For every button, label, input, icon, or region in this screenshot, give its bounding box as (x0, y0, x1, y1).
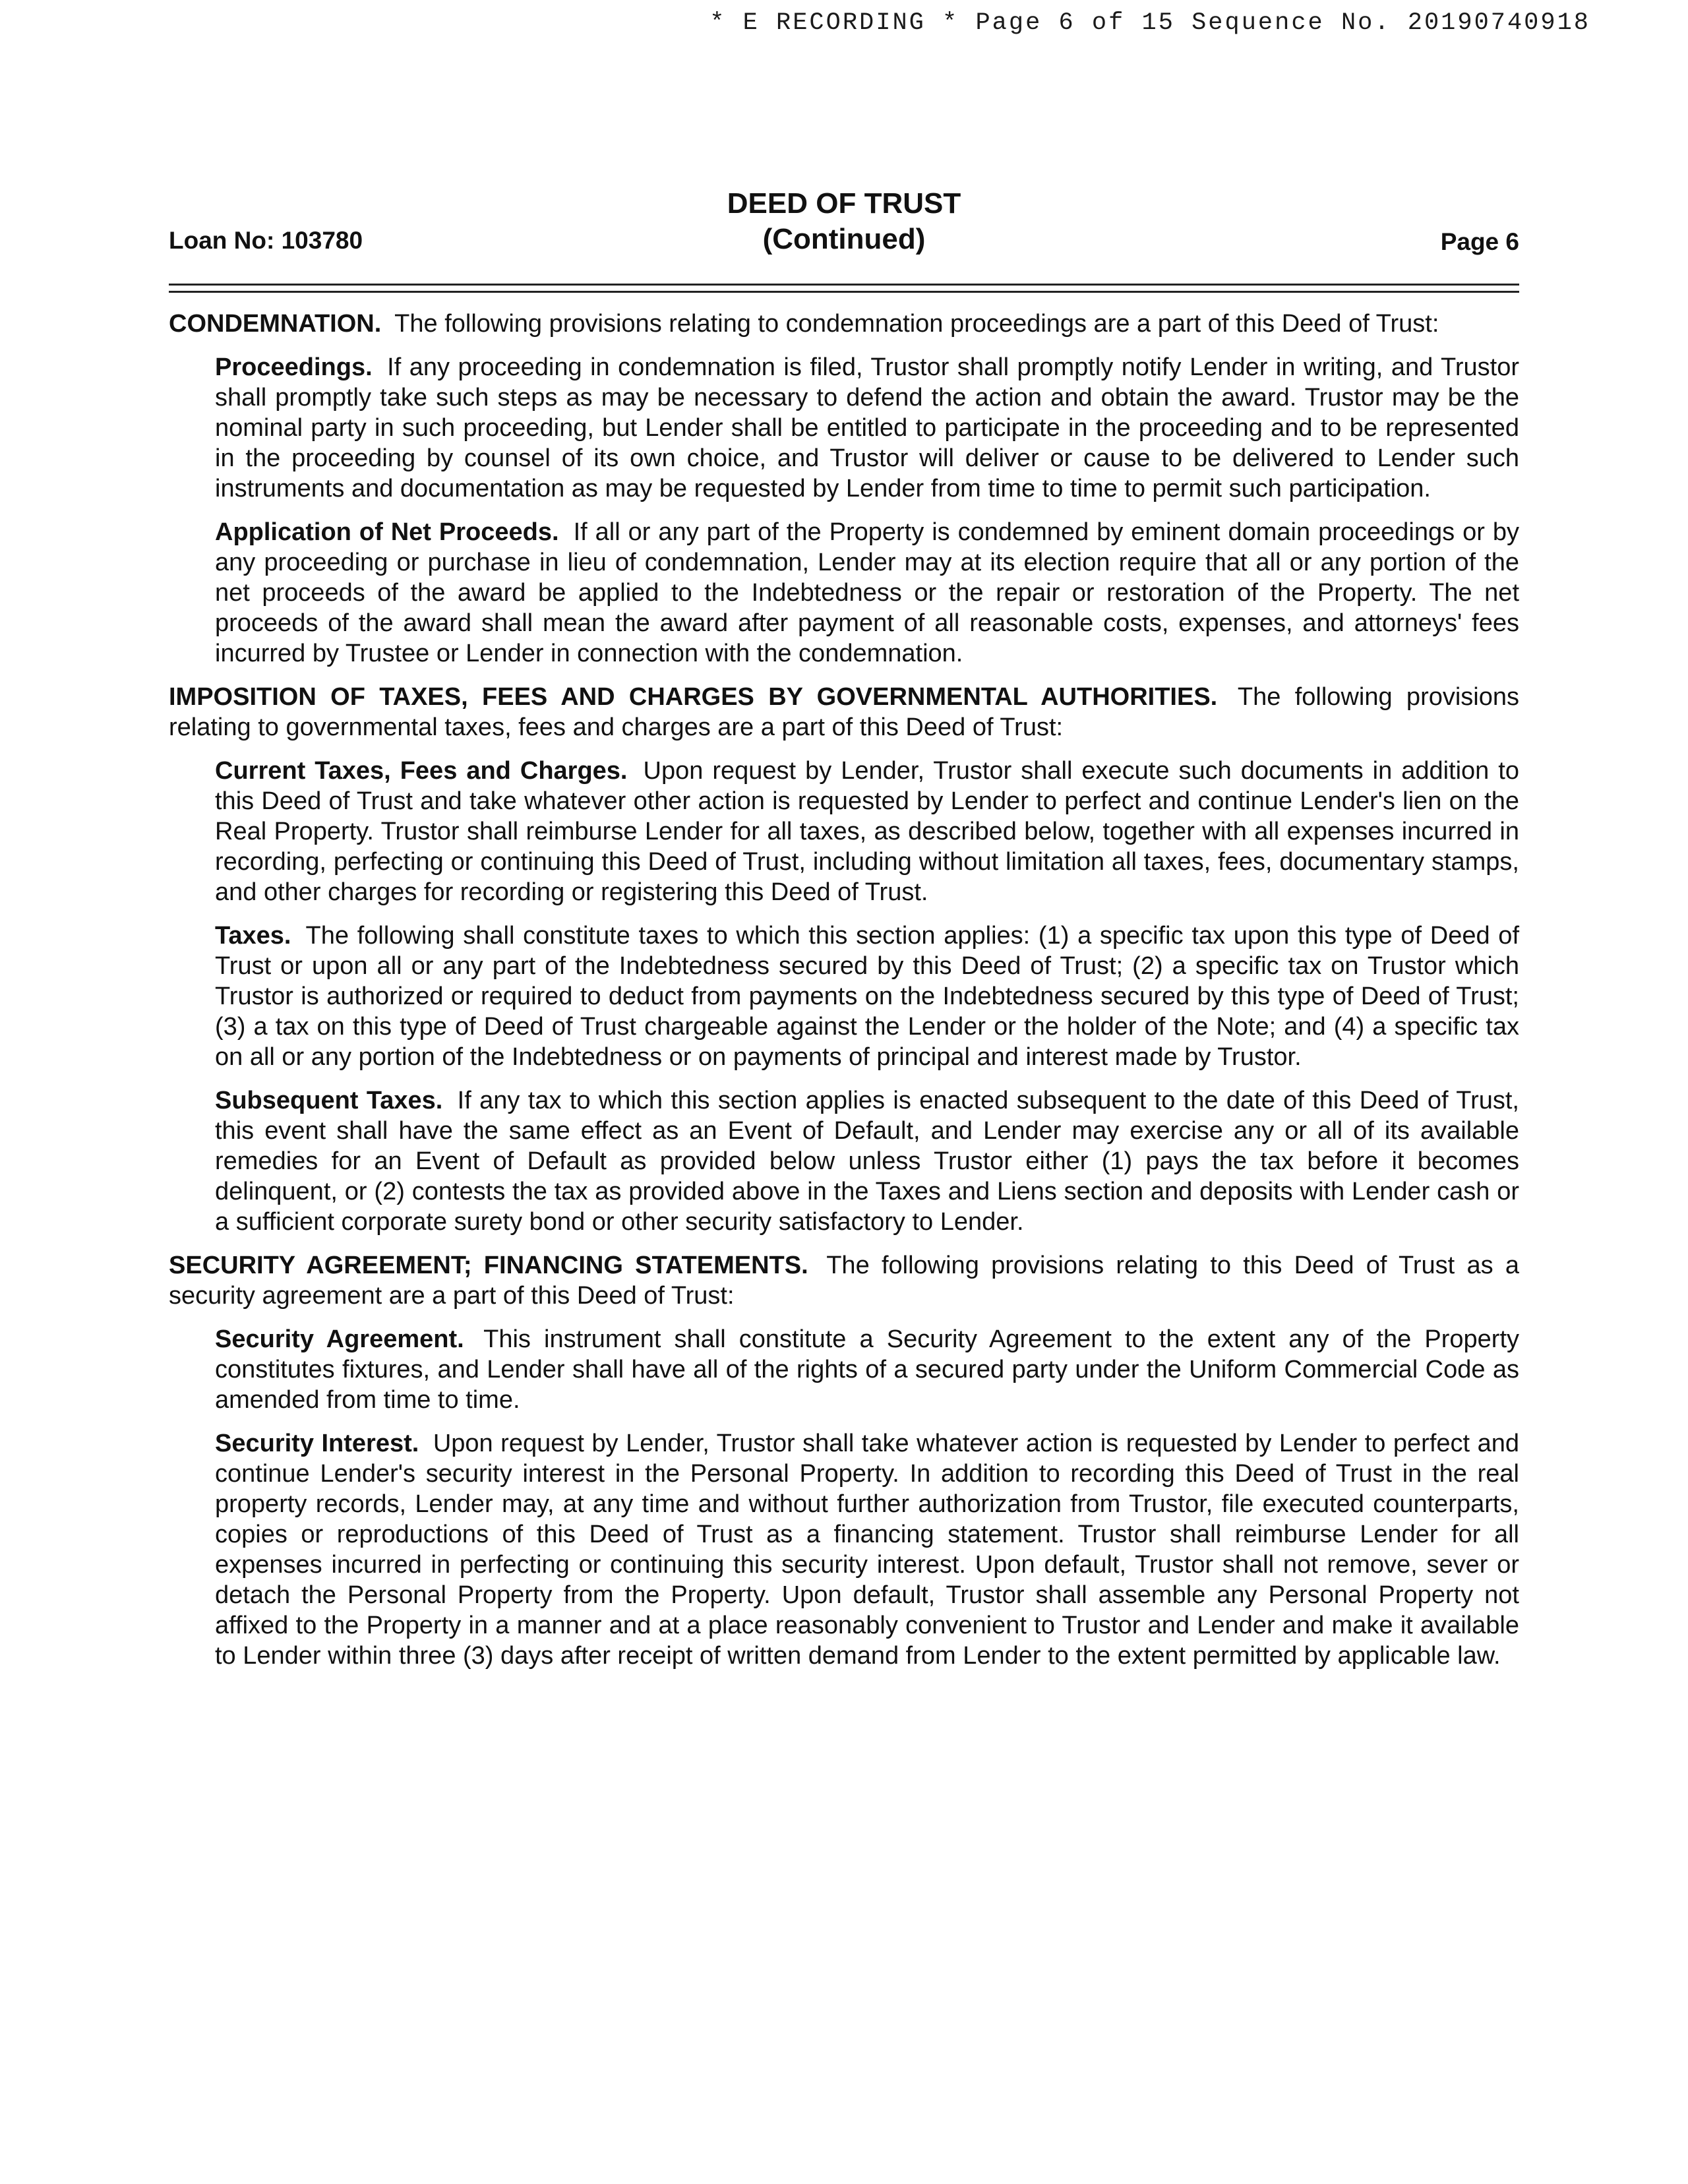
title-line-1: DEED OF TRUST (727, 187, 961, 220)
subsection-heading: Security Interest. (215, 1430, 419, 1457)
subsection-security-agreement (215, 1324, 1519, 1415)
section-security-agreement (169, 1250, 1519, 1311)
subsection-text: If any tax to which this section applies is enacted subsequent to the date of this Deed of Trust, this event shall have the same effect as an Event of Default, and Lender may exercise any or all of its available remedies for an Event of Default as provided below unless Trustor either (1) pays the tax before it becomes delinquent, or (2) contests the tax as provided above in the Taxes and Liens section and deposits with Lender cash or a sufficient corporate surety bond or other security satisfactory to Lender. (215, 1087, 1519, 1236)
document-header (169, 182, 1519, 261)
loan-number: Loan No: 103780 (169, 227, 363, 254)
section-heading: SECURITY AGREEMENT; FINANCING STATEMENTS. (169, 1252, 808, 1279)
subsection-heading: Application of Net Proceeds. (215, 518, 559, 546)
subsection-proceedings (215, 352, 1519, 504)
recording-stamp: * E RECORDING * Page 6 of 15 Sequence No. 20190740918 (709, 9, 1590, 37)
subsection-text: Upon request by Lender, Trustor shall take whatever action is requested by Lender to perfect and continue Lender's security interest in the Personal Property. In addition to recording this Deed of Trust in the real property records, Lender may, at any time and without further authorization from Trustor, file executed counterparts, copies or reproductions of this Deed of Trust as a financing statement. Trustor shall reimburse Lender for all expenses incurred in perfecting or continuing this security interest. Upon default, Trustor shall not remove, sever or detach the Personal Property from the Property. Upon default, Trustor shall assemble any Personal Property not affixed to the Property in a manner and at a place reasonably convenient to Trustor and Lender and make it available to Lender within three (3) days after receipt of written demand from Lender to the extent permitted by applicable law. (215, 1430, 1519, 1670)
header-divider-top (169, 284, 1519, 286)
document-body (169, 309, 1519, 1684)
subsection-taxes (215, 921, 1519, 1072)
subsection-application-of-net-proceeds (215, 517, 1519, 669)
section-imposition-of-taxes (169, 682, 1519, 743)
section-intro: The following provisions relating to this Deed of Trust as a security agreement are a part of this Deed of Trust: (169, 1252, 1519, 1310)
subsection-heading: Current Taxes, Fees and Charges. (215, 757, 628, 785)
subsection-heading: Proceedings. (215, 353, 373, 381)
subsection-heading: Taxes. (215, 922, 291, 950)
document-title (169, 186, 1519, 257)
subsection-text: If all or any part of the Property is condemned by eminent domain proceedings or by any proceeding or purchase in lieu of condemnation, Lender may at its election require that all or any portion of the net proceeds of the award be applied to the Indebtedness or the repair or restoration of the Property. The net proceeds of the award shall mean the award after payment of all reasonable costs, expenses, and attorneys' fees incurred by Trustee or Lender in connection with the condemnation. (215, 518, 1519, 667)
subsection-text: If any proceeding in condemnation is filed, Trustor shall promptly notify Lender in writing, and Trustor shall promptly take such steps as may be necessary to defend the action and obtain the award. Trustor may be the nominal party in such proceeding, but Lender shall be entitled to participate in the proceeding and to be represented in the proceeding by counsel of its own choice, and Trustor will deliver or cause to be delivered to Lender such instruments and documentation as may be requested by Lender from time to time to permit such participation. (215, 353, 1519, 502)
subsection-text: This instrument shall constitute a Security Agreement to the extent any of the Property constitutes fixtures, and Lender shall have all of the rights of a secured party under the Uniform Commercial Code as amended from time to time. (215, 1325, 1519, 1414)
subsection-subsequent-taxes (215, 1085, 1519, 1237)
title-line-2: (Continued) (762, 223, 926, 255)
section-intro: The following provisions relating to condemnation proceedings are a part of this Deed of Trust: (394, 310, 1439, 338)
subsection-text: The following shall constitute taxes to which this section applies: (1) a specific tax upon this type of Deed of Trust or upon all or any part of the Indebtedness secured by this Deed of Trust; (2) a specific tax on Trustor which Trustor is authorized or required to deduct from payments on the Indebtedness secured by this type of Deed of Trust; (3) a tax on this type of Deed of Trust chargeable against the Lender or the holder of the Note; and (4) a specific tax on all or any portion of the Indebtedness or on payments of principal and interest made by Trustor. (215, 922, 1519, 1071)
subsection-current-taxes (215, 756, 1519, 907)
section-heading: CONDEMNATION. (169, 310, 382, 338)
subsection-security-interest (215, 1428, 1519, 1671)
subsection-heading: Security Agreement. (215, 1325, 464, 1353)
subsection-text: Upon request by Lender, Trustor shall execute such documents in addition to this Deed of Trust and take whatever other action is requested by Lender to perfect and continue Lender's lien on the Real Property. Trustor shall reimburse Lender for all taxes, as described below, together with all expenses incurred in recording, perfecting or continuing this Deed of Trust, including without limitation all taxes, fees, documentary stamps, and other charges for recording or registering this Deed of Trust. (215, 757, 1519, 906)
header-divider-bottom (169, 291, 1519, 293)
page-number: Page 6 (1440, 228, 1519, 255)
subsection-heading: Subsequent Taxes. (215, 1087, 443, 1114)
section-heading: IMPOSITION OF TAXES, FEES AND CHARGES BY GOVERNMENTAL AUTHORITIES. (169, 683, 1218, 711)
section-condemnation (169, 309, 1519, 339)
section-intro: The following provisions relating to governmental taxes, fees and charges are a part of this Deed of Trust: (169, 683, 1520, 741)
